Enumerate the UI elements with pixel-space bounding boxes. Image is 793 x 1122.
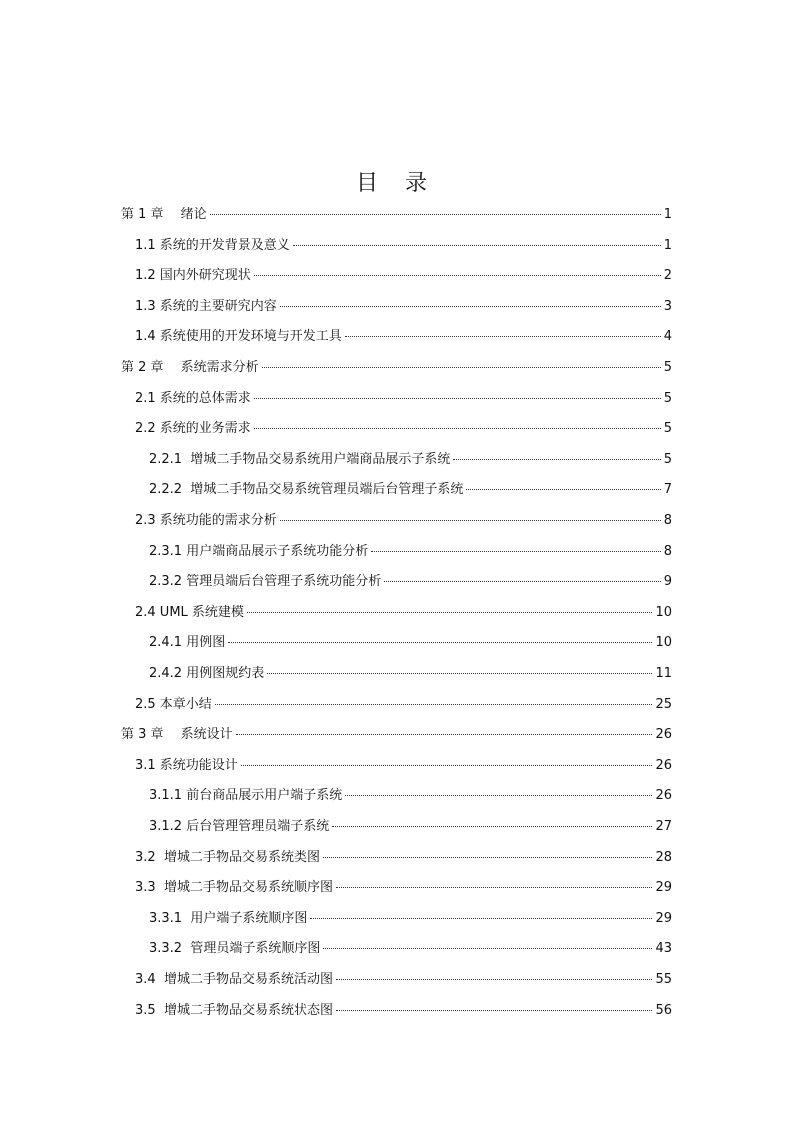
toc-entry-label: 3.3.1 用户端子系统顺序图 (149, 910, 308, 926)
toc-entry-label: 1.2 国内外研究现状 (135, 268, 251, 284)
dot-leader (466, 489, 660, 490)
toc-entry[interactable] (121, 206, 672, 224)
toc-entry-label: 2.3 系统功能的需求分析 (135, 513, 277, 528)
dot-leader (345, 795, 652, 796)
toc-entry[interactable] (149, 451, 672, 469)
dot-leader (323, 948, 652, 949)
toc-entry[interactable] (135, 420, 672, 438)
toc-entry[interactable] (135, 267, 672, 285)
dot-leader (254, 275, 661, 276)
toc-entry-page-number: 28 (655, 849, 672, 865)
toc-entry-label: 3.1.1 前台商品展示用户端子系统 (149, 788, 343, 804)
dot-leader (345, 336, 661, 337)
toc-entry-page-number: 2 (663, 268, 672, 284)
toc-entry-label: 3.1 系统功能设计 (135, 757, 238, 773)
toc-entry-page-number: 29 (655, 910, 672, 926)
toc-entry-label: 3.1.2 后台管理管理员端子系统 (149, 819, 330, 834)
toc-entry-page-number: 5 (663, 451, 672, 467)
dot-leader (280, 306, 661, 307)
toc-entry-label: 2.2.1 增城二手物品交易系统用户端商品展示子系统 (149, 451, 451, 467)
toc-entry-page-number: 27 (655, 819, 672, 834)
toc-entry-page-number: 56 (655, 1002, 672, 1018)
toc-entry[interactable] (149, 940, 672, 958)
dot-leader (336, 1010, 653, 1011)
toc-entry[interactable] (135, 1002, 672, 1020)
toc-entry-label: 3.2 增城二手物品交易系统类图 (135, 849, 320, 865)
toc-entry-label: 2.3.2 管理员端后台管理子系统功能分析 (149, 574, 382, 590)
toc-entry[interactable] (135, 328, 672, 346)
toc-entry-page-number: 4 (663, 329, 672, 345)
toc-entry[interactable] (149, 481, 672, 499)
toc-entry[interactable] (149, 573, 672, 591)
toc-entry-page-number: 29 (655, 880, 672, 896)
dot-leader (453, 459, 660, 460)
toc-entry[interactable] (121, 726, 672, 744)
toc-entry-label: 2.4.1 用例图 (149, 635, 226, 651)
toc-entry-page-number: 1 (663, 237, 672, 253)
toc-entry[interactable] (135, 879, 672, 897)
toc-entry-label: 3.3 增城二手物品交易系统顺序图 (135, 880, 333, 896)
toc-entry[interactable] (149, 634, 672, 652)
dot-leader (293, 245, 661, 246)
toc-entry-page-number: 8 (663, 513, 672, 528)
toc-entry-page-number: 8 (663, 543, 672, 559)
toc-entry-label: 3.5 增城二手物品交易系统状态图 (135, 1002, 333, 1018)
toc-entry-label: 2.5 本章小结 (135, 696, 212, 712)
toc-entry-label: 1.3 系统的主要研究内容 (135, 298, 277, 314)
toc-entry[interactable] (135, 971, 672, 989)
toc-entry-label: 第 3 章 系统设计 (121, 727, 233, 743)
toc-entry-label: 第 2 章 系统需求分析 (121, 360, 259, 375)
dot-leader (254, 398, 661, 399)
toc-entry[interactable] (135, 512, 672, 530)
toc-entry-label: 第 1 章 绪论 (121, 207, 207, 222)
toc-entry[interactable] (149, 543, 672, 561)
dot-leader (280, 520, 661, 521)
toc-entry-page-number: 7 (663, 482, 672, 498)
toc-entry[interactable] (149, 787, 672, 805)
toc-entry-page-number: 10 (655, 604, 672, 620)
toc-entry[interactable] (135, 298, 672, 316)
dot-leader (247, 612, 653, 613)
dot-leader (371, 551, 661, 552)
toc-entry-page-number: 1 (663, 207, 672, 222)
toc-entry-page-number: 26 (655, 757, 672, 773)
dot-leader (323, 857, 653, 858)
toc-entry[interactable] (149, 665, 672, 683)
dot-leader (336, 979, 653, 980)
toc-entry-label: 1.1 系统的开发背景及意义 (135, 237, 290, 253)
toc-entry[interactable] (135, 696, 672, 714)
toc-entry[interactable] (135, 390, 672, 408)
toc-entry-label: 2.2 系统的业务需求 (135, 421, 251, 437)
dot-leader (236, 734, 653, 735)
toc-entry[interactable] (135, 237, 672, 255)
toc-entry-page-number: 10 (655, 635, 672, 651)
dot-leader (254, 428, 661, 429)
toc-entry-label: 3.4 增城二手物品交易系统活动图 (135, 972, 333, 987)
toc-entry-label: 2.1 系统的总体需求 (135, 390, 251, 406)
toc-title: 目 录 (356, 171, 437, 196)
toc-entry[interactable] (121, 359, 672, 377)
toc-entry[interactable] (135, 604, 672, 622)
toc-entry-label: 2.4 UML 系统建模 (135, 604, 244, 620)
toc-entry[interactable] (149, 818, 672, 836)
dot-leader (336, 887, 653, 888)
toc-entry-label: 2.2.2 增城二手物品交易系统管理员端后台管理子系统 (149, 482, 464, 498)
toc-entry-page-number: 25 (655, 696, 672, 712)
dot-leader (241, 765, 653, 766)
toc-entry-page-number: 11 (655, 666, 672, 681)
toc-entry-page-number: 9 (663, 574, 672, 590)
toc-entry-page-number: 26 (655, 788, 672, 804)
toc-entry-page-number: 43 (655, 941, 672, 957)
toc-entry-label: 3.3.2 管理员端子系统顺序图 (149, 941, 321, 957)
toc-entry-page-number: 5 (663, 390, 672, 406)
dot-leader (228, 642, 652, 643)
dot-leader (215, 704, 653, 705)
toc-entry-label: 2.4.2 用例图规约表 (149, 666, 265, 681)
toc-entry[interactable] (135, 757, 672, 775)
dot-leader (210, 214, 661, 215)
toc-entry[interactable] (149, 910, 672, 928)
toc-entry-page-number: 5 (663, 360, 672, 375)
toc-entry-page-number: 55 (655, 972, 672, 987)
dot-leader (384, 581, 661, 582)
dot-leader (267, 673, 652, 674)
toc-entry-page-number: 3 (663, 298, 672, 314)
toc-entry-page-number: 26 (655, 727, 672, 743)
toc-entry[interactable] (135, 849, 672, 867)
dot-leader (262, 367, 661, 368)
toc-entry-page-number: 5 (663, 421, 672, 437)
dot-leader (310, 918, 652, 919)
toc-entry-label: 2.3.1 用户端商品展示子系统功能分析 (149, 543, 369, 559)
toc-entry-label: 1.4 系统使用的开发环境与开发工具 (135, 329, 342, 345)
dot-leader (332, 826, 652, 827)
